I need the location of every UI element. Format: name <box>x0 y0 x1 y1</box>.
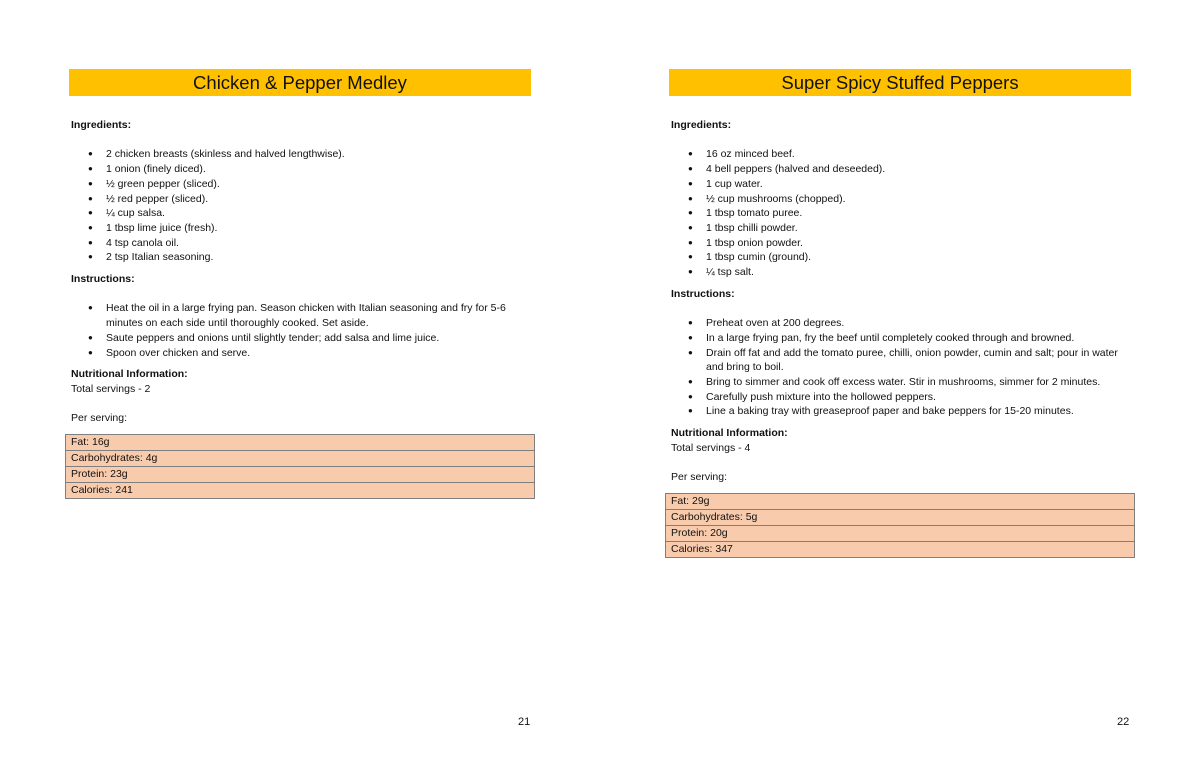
instruction-item: ● Drain off fat and add the tomato puree, chilli, onion powder, cumin and salt; pour in water and bring to boil. <box>671 346 1133 375</box>
table-row <box>666 509 1135 525</box>
instructions-list <box>671 316 1133 419</box>
table-row <box>66 451 535 467</box>
instruction-item: ● Line a baking tray with greaseproof paper and bake peppers for 15-20 minutes. <box>671 404 1133 419</box>
nutrition-fat: Fat: 16g <box>66 435 535 451</box>
ingredients-list <box>671 147 1133 279</box>
nutrition-heading: Nutritional Information: <box>671 427 788 440</box>
nutrition-carbs: Carbohydrates: 5g <box>666 509 1135 525</box>
instructions-heading: Instructions: <box>71 273 135 286</box>
instructions-list <box>71 301 533 360</box>
ingredient-item: ● ½ cup mushrooms (chopped). <box>671 192 1133 207</box>
ingredient-item: ● 1 tbsp lime juice (fresh). <box>71 221 533 236</box>
nutrition-heading: Nutritional Information: <box>71 368 188 381</box>
instruction-item: ● Carefully push mixture into the hollowed peppers. <box>671 390 1133 405</box>
ingredient-item: ● ½ red pepper (sliced). <box>71 192 533 207</box>
nutrition-fat: Fat: 29g <box>666 493 1135 509</box>
nutrition-protein: Protein: 23g <box>66 467 535 483</box>
nutrition-calories: Calories: 347 <box>666 541 1135 557</box>
ingredients-heading: Ingredients: <box>71 119 132 131</box>
table-row <box>66 467 535 483</box>
page-number: 21 <box>518 716 531 728</box>
instruction-item: ● Heat the oil in a large frying pan. Season chicken with Italian seasoning and fry for 5-6 minutes on each side until thoroughly cooked. Set aside. <box>71 301 533 330</box>
total-servings: Total servings - 4 <box>671 441 751 454</box>
recipe-content <box>71 118 533 499</box>
ingredient-item: ● 1 tbsp onion powder. <box>671 236 1133 251</box>
ingredients-heading: Ingredients: <box>671 119 732 131</box>
ingredient-item: ● 2 tsp Italian seasoning. <box>71 250 533 265</box>
instruction-item: ● In a large frying pan, fry the beef until completely cooked through and browned. <box>671 331 1133 346</box>
instruction-item: ● Bring to simmer and cook off excess water. Stir in mushrooms, simmer for 2 minutes. <box>671 375 1133 390</box>
nutrition-calories: Calories: 241 <box>66 483 535 499</box>
ingredient-item: ● 1 tbsp tomato puree. <box>671 206 1133 221</box>
per-serving-label: Per serving: <box>671 471 728 484</box>
ingredient-item: ● 1 cup water. <box>671 177 1133 192</box>
instructions-heading: Instructions: <box>671 287 735 300</box>
per-serving-label: Per serving: <box>71 412 128 425</box>
ingredient-item: ● 16 oz minced beef. <box>671 147 1133 162</box>
recipe-page-left <box>65 0 537 776</box>
instruction-item: ● Preheat oven at 200 degrees. <box>671 316 1133 331</box>
nutrition-protein: Protein: 20g <box>666 525 1135 541</box>
recipe-title: Chicken & Pepper Medley <box>69 69 531 96</box>
table-row <box>666 525 1135 541</box>
instruction-item: ● Saute peppers and onions until slightly tender; add salsa and lime juice. <box>71 331 533 346</box>
nutrition-table <box>65 434 535 499</box>
table-row <box>66 483 535 499</box>
ingredient-item: ● ¼ cup salsa. <box>71 206 533 221</box>
ingredient-item: ● 4 tsp canola oil. <box>71 236 533 251</box>
ingredient-item: ● ½ green pepper (sliced). <box>71 177 533 192</box>
table-row <box>66 435 535 451</box>
ingredient-item: ● 1 tbsp cumin (ground). <box>671 250 1133 265</box>
ingredient-item: ● ¼ tsp salt. <box>671 265 1133 280</box>
ingredient-item: ● 1 tbsp chilli powder. <box>671 221 1133 236</box>
nutrition-carbs: Carbohydrates: 4g <box>66 451 535 467</box>
ingredient-item: ● 4 bell peppers (halved and deseeded). <box>671 162 1133 177</box>
nutrition-table <box>665 493 1135 558</box>
instruction-item: ● Spoon over chicken and serve. <box>71 346 533 361</box>
page-number: 22 <box>1117 716 1130 728</box>
table-row <box>666 541 1135 557</box>
ingredient-item: ● 2 chicken breasts (skinless and halved lengthwise). <box>71 147 533 162</box>
table-row <box>666 493 1135 509</box>
ingredients-list <box>71 147 533 265</box>
recipe-page-right <box>665 0 1137 776</box>
total-servings: Total servings - 2 <box>71 382 151 395</box>
recipe-content <box>671 118 1133 558</box>
ingredient-item: ● 1 onion (finely diced). <box>71 162 533 177</box>
recipe-title: Super Spicy Stuffed Peppers <box>669 69 1131 96</box>
